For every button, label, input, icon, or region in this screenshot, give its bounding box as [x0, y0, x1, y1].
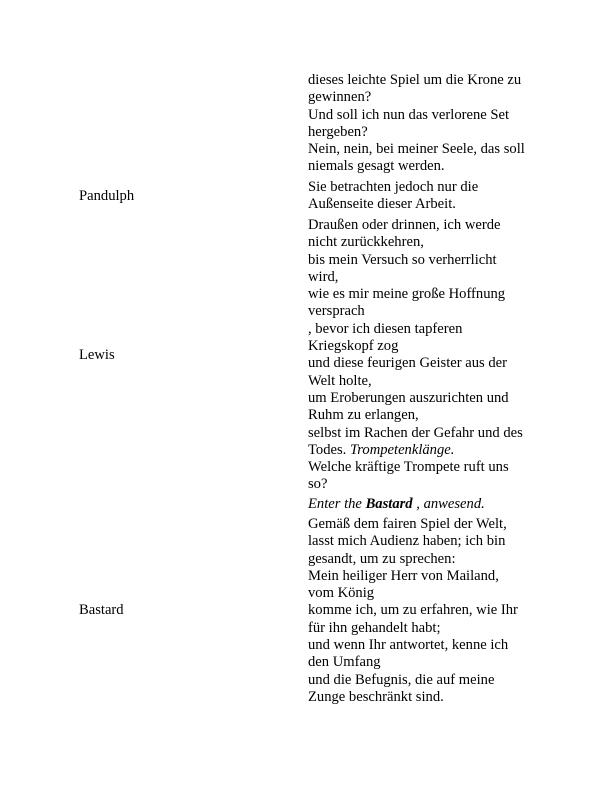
speech-line: um Eroberungen auszurichten und	[308, 389, 509, 406]
speech-line: Sie betrachten jedoch nur die	[308, 179, 479, 195]
speech-line: bis mein Versuch so verherrlicht	[308, 251, 497, 268]
speech-line: , bevor ich diesen tapferen	[308, 320, 463, 337]
speech-row-continuation	[79, 72, 539, 176]
stage-direction-character: Bastard	[365, 496, 413, 512]
speech-line: für ihn gehandelt habt;	[308, 619, 441, 636]
speech-line: Gemäß dem fairen Spiel der Welt,	[308, 516, 507, 532]
speech-lines	[308, 516, 539, 706]
speech-line-text: Todes.	[308, 441, 347, 458]
speech-line: komme ich, um zu erfahren, wie Ihr	[308, 602, 518, 619]
speaker-name: Bastard	[79, 602, 124, 619]
speech-lines	[308, 72, 539, 176]
speech-line: versprach	[308, 303, 365, 320]
stage-direction	[308, 496, 539, 513]
speech-line: vom König	[308, 585, 375, 602]
speech-row-lewis	[79, 217, 539, 494]
speech-line: Welche kräftige Trompete ruft uns	[308, 459, 509, 476]
speech-lines	[308, 179, 539, 214]
speech-line: und diese feurigen Geister aus der	[308, 355, 507, 372]
speech-line: Außenseite dieser Arbeit.	[308, 196, 456, 213]
speech-line: Ruhm zu erlangen,	[308, 407, 419, 424]
speech-line: Draußen oder drinnen, ich werde	[308, 217, 501, 233]
speech-line: niemals gesagt werden.	[308, 158, 445, 175]
speech-line: den Umfang	[308, 654, 381, 671]
speech-line: Zunge beschränkt sind.	[308, 688, 444, 705]
speech-line: Welt holte,	[308, 372, 372, 389]
speech-line: hergeben?	[308, 123, 368, 140]
speech-line: gewinnen?	[308, 89, 372, 106]
speech-line: nicht zurückkehren,	[308, 234, 424, 251]
speech-line: Nein, nein, bei meiner Seele, das soll	[308, 141, 525, 158]
speech-row-pandulph	[79, 179, 539, 214]
speech-line: und wenn Ihr antwortet, kenne ich	[308, 637, 509, 654]
stage-direction-inline: Trompetenklänge.	[349, 441, 455, 458]
speech-line: und die Befugnis, die auf meine	[308, 671, 495, 688]
speech-line: gesandt, um zu sprechen:	[308, 550, 456, 567]
speech-line: wie es mir meine große Hoffnung	[308, 286, 506, 303]
speech-line: selbst im Rachen der Gefahr und des	[308, 424, 523, 441]
speech-line: Und soll ich nun das verlorene Set	[308, 106, 510, 123]
speaker-name: Pandulph	[79, 187, 135, 204]
stage-direction-prefix: Enter the	[308, 496, 362, 512]
speech-lines	[308, 217, 539, 494]
stage-direction-row	[79, 496, 539, 513]
speech-line: dieses leichte Spiel um die Krone zu	[308, 72, 522, 88]
speech-line: so?	[308, 476, 328, 493]
speech-line: Mein heiliger Herr von Mailand,	[308, 567, 499, 584]
speaker-name: Lewis	[79, 346, 115, 363]
speech-line-with-direction	[308, 442, 539, 459]
speech-line: lasst mich Audienz haben; ich bin	[308, 533, 506, 550]
speech-line: wird,	[308, 268, 339, 285]
speech-line: Kriegskopf zog	[308, 338, 399, 355]
speech-row-bastard	[79, 516, 539, 706]
stage-direction-suffix: , anwesend.	[416, 496, 485, 512]
